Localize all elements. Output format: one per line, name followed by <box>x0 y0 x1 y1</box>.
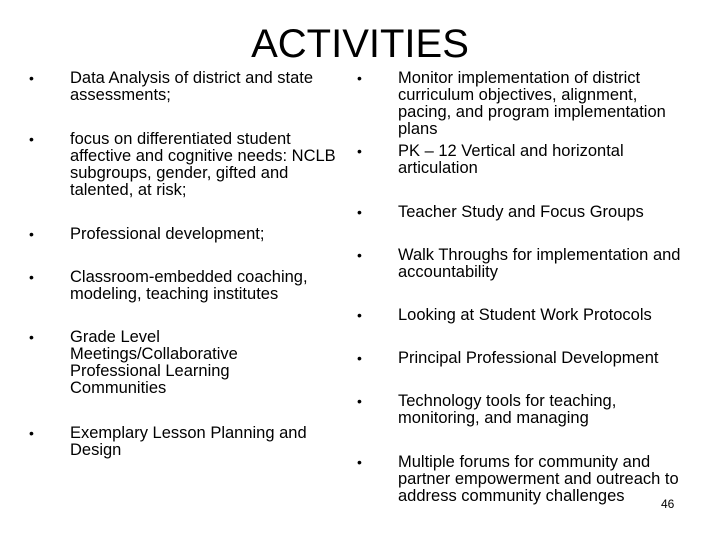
slide-title: ACTIVITIES <box>251 22 469 66</box>
list-item-text: Multiple forums for community and partner empowerment and outreach to address community challenges <box>398 453 679 505</box>
bullet-icon: • <box>357 204 362 220</box>
list-item-text: Walk Throughs for implementation and accountability <box>398 246 681 281</box>
bullet-icon: • <box>29 269 34 285</box>
list-item-text: Data Analysis of district and state assessments; <box>70 69 314 104</box>
bullet-icon: • <box>29 329 34 345</box>
bullet-icon: • <box>29 425 34 441</box>
bullet-icon: • <box>29 70 34 86</box>
bullet-icon: • <box>29 131 34 147</box>
list-item-text: Exemplary Lesson Planning and Design <box>70 424 307 459</box>
list-item-text: Looking at Student Work Protocols <box>398 306 652 324</box>
list-item-text: Professional development; <box>70 225 265 243</box>
page-number: 46 <box>661 497 675 511</box>
list-item-text: Teacher Study and Focus Groups <box>398 203 644 221</box>
list-item-text: PK – 12 Vertical and horizontal articulation <box>398 142 624 177</box>
bullet-icon: • <box>357 70 362 86</box>
bullet-icon: • <box>29 226 34 242</box>
list-item-text: Principal Professional Development <box>398 349 659 367</box>
list-item-text: Classroom-embedded coaching, modeling, teaching institutes <box>70 268 308 303</box>
bullet-icon: • <box>357 350 362 366</box>
bullet-icon: • <box>357 454 362 470</box>
bullet-icon: • <box>357 247 362 263</box>
list-item-text: Monitor implementation of district curriculum objectives, alignment, pacing, and program implementation plans <box>398 69 666 138</box>
list-item-text: Technology tools for teaching, monitoring, and managing <box>398 392 617 427</box>
bullet-icon: • <box>357 307 362 323</box>
list-item-text: focus on differentiated student affective and cognitive needs: NCLB subgroups, gender, gifted and talented, at risk; <box>70 130 336 199</box>
bullet-icon: • <box>357 143 362 159</box>
list-item-text: Grade Level Meetings/Collaborative Professional Learning Communities <box>70 328 238 397</box>
bullet-icon: • <box>357 393 362 409</box>
